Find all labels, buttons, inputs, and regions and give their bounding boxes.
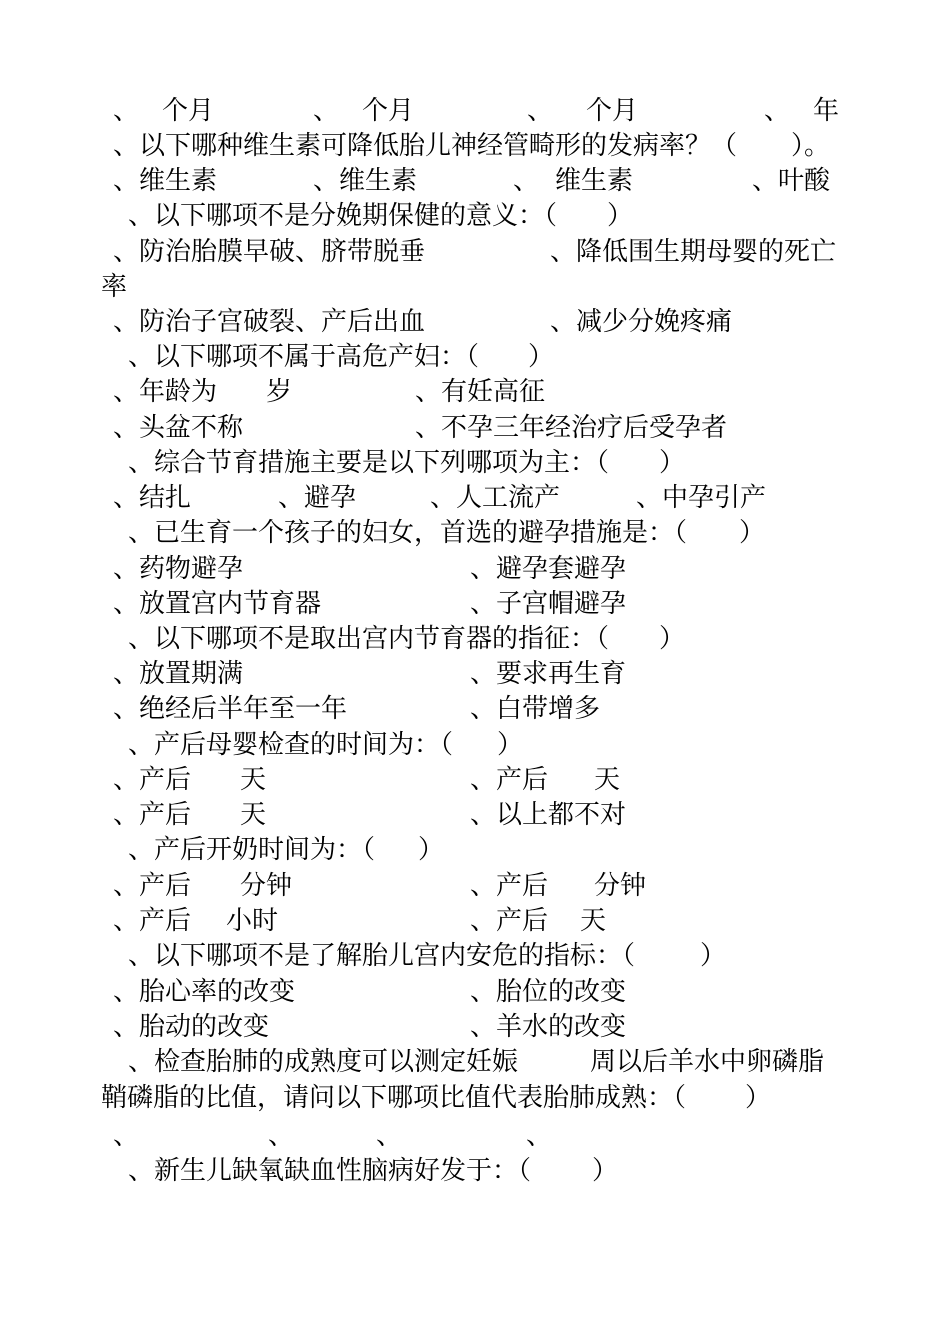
option-text: 、降低围生期母婴的死亡: [550, 237, 837, 267]
option-marker: 、: [527, 96, 554, 126]
question-text: ）。: [791, 131, 831, 161]
question-text: 、以下哪项不是了解胎儿宫内安危的指标：（: [128, 941, 636, 971]
option-text: 、维生素: [313, 166, 418, 196]
option-text: 天: [240, 800, 267, 830]
option-text: 、中孕引产: [636, 483, 767, 513]
option-text: 、产后: [113, 765, 192, 795]
question-text: ）: [745, 1083, 772, 1113]
question-text: 、已生育一个孩子的妇女，首选的避孕措施是：（: [128, 518, 688, 548]
option-text: 、产后: [470, 906, 549, 936]
option-text: 、防治胎膜早破、脐带脱垂: [113, 237, 426, 267]
option-marker: 、: [513, 166, 540, 196]
option-text: 、以上都不对: [470, 800, 627, 830]
option-text: 、不孕三年经治疗后受孕者: [415, 413, 728, 443]
option-text: 年: [813, 96, 840, 126]
option-text: 个月: [362, 96, 415, 126]
question-text: ）: [592, 1156, 619, 1186]
option-text: 、产后: [113, 906, 192, 936]
option-text: 、避孕: [278, 483, 357, 513]
option-text: 率: [101, 272, 128, 302]
option-text: 、减少分娩疼痛: [550, 307, 733, 337]
option-text: 小时: [226, 906, 279, 936]
question-text: ）: [528, 342, 555, 372]
question-text: 、新生儿缺氧缺血性脑病好发于：（: [128, 1156, 532, 1186]
question-text: 鞘磷脂的比值，请问以下哪项比值代表胎肺成熟：（: [101, 1083, 687, 1113]
option-text: 、放置期满: [113, 659, 244, 689]
question-text: ）: [700, 941, 727, 971]
option-marker: 、: [376, 1121, 403, 1151]
option-text: 、产后: [113, 871, 192, 901]
question-text: ）: [739, 518, 766, 548]
option-text: 、白带增多: [470, 694, 601, 724]
option-text: 、维生素: [113, 166, 218, 196]
option-text: 个月: [586, 96, 639, 126]
option-text: 、要求再生育: [470, 659, 627, 689]
option-marker: 、: [313, 96, 340, 126]
option-text: 、胎位的改变: [470, 977, 627, 1007]
option-text: 、绝经后半年至一年: [113, 694, 348, 724]
option-text: 、防治子宫破裂、产后出血: [113, 307, 426, 337]
option-text: 、产后: [113, 800, 192, 830]
option-marker: 、: [764, 96, 791, 126]
option-text: 、药物避孕: [113, 554, 244, 584]
question-text: 、检查胎肺的成熟度可以测定妊娠: [128, 1047, 519, 1077]
option-text: 、产后: [470, 871, 549, 901]
option-text: 分钟: [594, 871, 647, 901]
question-text: 、以下哪项不属于高危产妇：（: [128, 342, 480, 372]
option-marker: 、: [113, 1121, 140, 1151]
option-text: 、产后: [470, 765, 549, 795]
option-text: 天: [580, 906, 607, 936]
option-text: 、避孕套避孕: [470, 554, 627, 584]
question-text: 、以下哪项不是取出宫内节育器的指征：（: [128, 624, 610, 654]
option-text: 、胎心率的改变: [113, 977, 296, 1007]
option-text: 、结扎: [113, 483, 192, 513]
option-marker: 、: [268, 1121, 295, 1151]
option-text: 、年龄为: [113, 377, 218, 407]
question-text: 、以下哪种维生素可降低胎儿神经管畸形的发病率？（: [113, 131, 738, 161]
option-text: 、有妊高征: [415, 377, 546, 407]
option-marker: 、: [526, 1121, 553, 1151]
option-text: 、头盆不称: [113, 413, 244, 443]
question-text: 、产后开奶时间为：（: [128, 835, 376, 865]
option-text: 、子宫帽避孕: [470, 589, 627, 619]
option-text: 岁: [266, 377, 293, 407]
option-text: 、羊水的改变: [470, 1012, 627, 1042]
option-text: 、叶酸: [752, 166, 831, 196]
question-text: 、综合节育措施主要是以下列哪项为主：（: [128, 448, 610, 478]
option-text: 维生素: [555, 166, 634, 196]
question-text: 、产后母婴检查的时间为：（: [128, 730, 454, 760]
question-text: ）: [659, 448, 686, 478]
option-text: 、人工流产: [430, 483, 561, 513]
question-text: ）: [497, 730, 524, 760]
option-text: 天: [240, 765, 267, 795]
option-text: 个月: [162, 96, 215, 126]
question-text: ）: [607, 201, 634, 231]
option-text: 、胎动的改变: [113, 1012, 270, 1042]
question-text: 、以下哪项不是分娩期保健的意义：（: [128, 201, 558, 231]
question-text: ）: [659, 624, 686, 654]
option-text: 分钟: [240, 871, 293, 901]
option-marker: 、: [113, 96, 140, 126]
question-text: 周以后羊水中卵磷脂: [590, 1047, 825, 1077]
option-text: 天: [594, 765, 621, 795]
option-text: 、放置宫内节育器: [113, 589, 322, 619]
question-text: ）: [418, 835, 445, 865]
